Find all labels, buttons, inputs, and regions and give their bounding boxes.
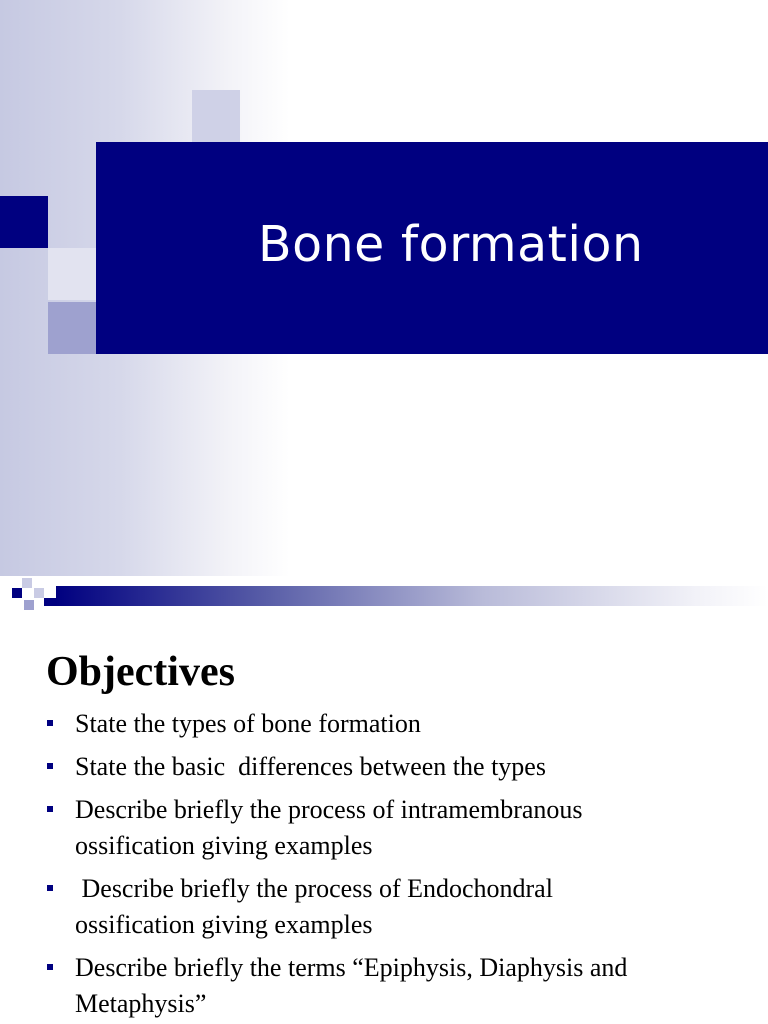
objective-line: Describe briefly the process of intramembranous [75, 795, 583, 824]
square-bullet-icon [47, 964, 53, 970]
square-bullet-icon [47, 806, 53, 812]
objective-item [46, 792, 746, 864]
square-bullet-icon [47, 885, 53, 891]
objective-line: ossification giving examples [75, 910, 373, 939]
objective-item [46, 749, 746, 785]
decor-square [34, 588, 44, 598]
decor-square [22, 578, 32, 588]
square-bullet-icon [47, 720, 53, 726]
objective-line: State the types of bone formation [75, 709, 421, 738]
objective-item [46, 871, 746, 943]
decor-square [24, 600, 34, 610]
objective-line: State the basic differences between the types [75, 752, 546, 781]
objectives-heading: Objectives [46, 649, 235, 695]
decor-square [48, 248, 96, 300]
square-bullet-icon [47, 763, 53, 769]
decor-gradient-bar [56, 586, 768, 606]
objective-item [46, 950, 746, 1022]
objective-line: Describe briefly the terms “Epiphysis, Diaphysis and [75, 953, 628, 982]
decor-square [12, 588, 22, 598]
objective-line: Describe briefly the process of Endochondral [75, 874, 553, 903]
objectives-list [46, 706, 746, 1024]
objective-line: Metaphysis” [75, 989, 207, 1018]
objective-item [46, 706, 746, 742]
decor-square [0, 196, 48, 248]
decor-square [44, 598, 56, 606]
decor-square [192, 90, 240, 142]
objective-line: ossification giving examples [75, 831, 373, 860]
decor-square [48, 302, 96, 354]
slide-title: Bone formation [258, 216, 644, 273]
objectives-slide [0, 576, 768, 1024]
